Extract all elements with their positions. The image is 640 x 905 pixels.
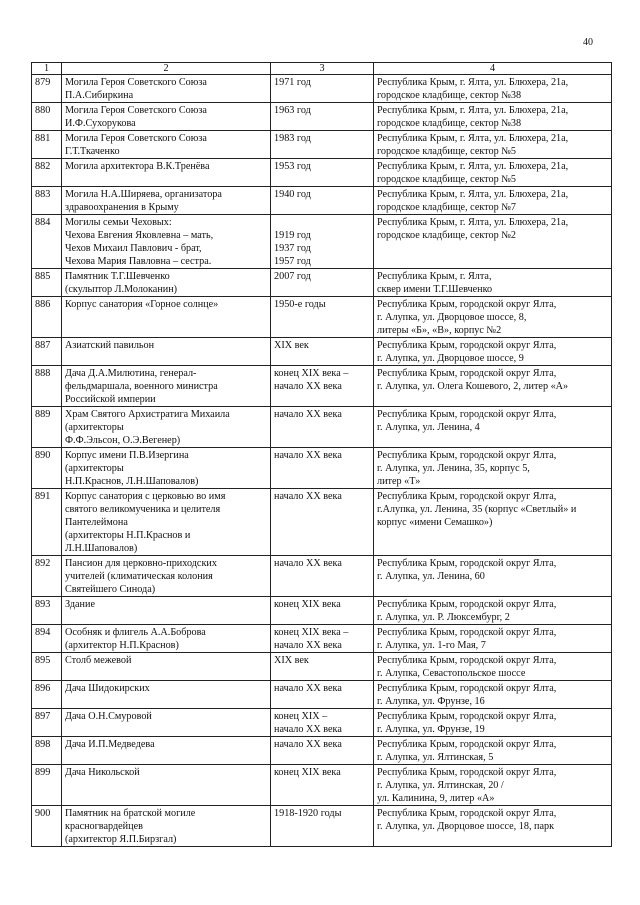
object-name-cell: Могила Героя Советского Союза И.Ф.Сухорукова <box>62 103 271 131</box>
address-cell: Республика Крым, городской округ Ялта, г.Алупка, ул. Ленина, 35 (корпус «Светлый» и корпус «имени Семашко») <box>374 489 612 556</box>
address-cell: Республика Крым, городской округ Ялта, г. Алупка, ул. Ленина, 60 <box>374 556 612 597</box>
row-number-cell: 897 <box>32 709 62 737</box>
address-cell: Республика Крым, г. Ялта, ул. Блюхера, 21а, городское кладбище, сектор №38 <box>374 103 612 131</box>
row-number-cell: 895 <box>32 653 62 681</box>
table-row <box>32 407 612 448</box>
row-number-cell: 884 <box>32 215 62 269</box>
date-cell: 1918-1920 годы <box>271 806 374 847</box>
date-cell: XIX век <box>271 338 374 366</box>
row-number-cell: 882 <box>32 159 62 187</box>
object-name-cell: Могила Н.А.Ширяева, организатора здравоохранения в Крыму <box>62 187 271 215</box>
row-number-cell: 883 <box>32 187 62 215</box>
address-cell: Республика Крым, г. Ялта, сквер имени Т.Г.Шевченко <box>374 269 612 297</box>
address-cell: Республика Крым, городской округ Ялта, г. Алупка, ул. Ленина, 4 <box>374 407 612 448</box>
object-name-cell: Столб межевой <box>62 653 271 681</box>
table-row <box>32 187 612 215</box>
date-cell: конец XIX века <box>271 597 374 625</box>
address-cell: Республика Крым, городской округ Ялта, г. Алупка, ул. Ялтинская, 20 / ул. Калинина, 9, литер «А» <box>374 765 612 806</box>
object-name-cell: Могила Героя Советского Союза П.А.Сибиркина <box>62 75 271 103</box>
object-name-cell: Могила Героя Советского Союза Г.Т.Ткаченко <box>62 131 271 159</box>
date-cell: начало XX века <box>271 448 374 489</box>
object-name-cell: Памятник на братской могиле красногвардейцев (архитектор Я.П.Бирзгал) <box>62 806 271 847</box>
object-name-cell: Дача Никольской <box>62 765 271 806</box>
header-cell-3: 3 <box>271 63 374 75</box>
date-cell: 1919 год 1937 год 1957 год <box>271 215 374 269</box>
object-name-cell: Особняк и флигель А.А.Боброва (архитектор Н.П.Краснов) <box>62 625 271 653</box>
table-header-row <box>32 63 612 75</box>
date-cell: 1983 год <box>271 131 374 159</box>
table-row <box>32 681 612 709</box>
table-row <box>32 338 612 366</box>
row-number-cell: 893 <box>32 597 62 625</box>
address-cell: Республика Крым, г. Ялта, ул. Блюхера, 21а, городское кладбище, сектор №2 <box>374 215 612 269</box>
date-cell: начало XX века <box>271 737 374 765</box>
table-row <box>32 625 612 653</box>
address-cell: Республика Крым, г. Ялта, ул. Блюхера, 21а, городское кладбище, сектор №5 <box>374 131 612 159</box>
row-number-cell: 890 <box>32 448 62 489</box>
address-cell: Республика Крым, городской округ Ялта, г. Алупка, ул. Фрунзе, 16 <box>374 681 612 709</box>
date-cell: 1953 год <box>271 159 374 187</box>
address-cell: Республика Крым, г. Ялта, ул. Блюхера, 21а, городское кладбище, сектор №7 <box>374 187 612 215</box>
row-number-cell: 881 <box>32 131 62 159</box>
date-cell: начало XX века <box>271 681 374 709</box>
date-cell: начало XX века <box>271 489 374 556</box>
address-cell: Республика Крым, городской округ Ялта, г. Алупка, Севастопольское шоссе <box>374 653 612 681</box>
object-name-cell: Корпус санатория с церковью во имя святого великомученика и целителя Пантелеймона (архитекторы Н.П.Краснов и Л.Н.Шаповалов) <box>62 489 271 556</box>
address-cell: Республика Крым, городской округ Ялта, г. Алупка, ул. Ленина, 35, корпус 5, литер «Т» <box>374 448 612 489</box>
row-number-cell: 887 <box>32 338 62 366</box>
table-row <box>32 131 612 159</box>
date-cell: 1950-е годы <box>271 297 374 338</box>
row-number-cell: 896 <box>32 681 62 709</box>
date-cell: начало XX века <box>271 556 374 597</box>
object-name-cell: Здание <box>62 597 271 625</box>
header-cell-2: 2 <box>62 63 271 75</box>
row-number-cell: 888 <box>32 366 62 407</box>
date-cell: 1971 год <box>271 75 374 103</box>
table-row <box>32 448 612 489</box>
object-name-cell: Дача Д.А.Милютина, генерал- фельдмаршала, военного министра Российской империи <box>62 366 271 407</box>
row-number-cell: 898 <box>32 737 62 765</box>
table-row <box>32 366 612 407</box>
table-row <box>32 653 612 681</box>
date-cell: конец XIX века – начало XX века <box>271 366 374 407</box>
address-cell: Республика Крым, городской округ Ялта, г. Алупка, ул. Дворцовое шоссе, 9 <box>374 338 612 366</box>
address-cell: Республика Крым, городской округ Ялта, г. Алупка, ул. Фрунзе, 19 <box>374 709 612 737</box>
address-cell: Республика Крым, городской округ Ялта, г. Алупка, ул. Олега Кошевого, 2, литер «А» <box>374 366 612 407</box>
table-row <box>32 806 612 847</box>
row-number-cell: 899 <box>32 765 62 806</box>
address-cell: Республика Крым, г. Ялта, ул. Блюхера, 21а, городское кладбище, сектор №38 <box>374 75 612 103</box>
object-name-cell: Храм Святого Архистратига Михаила (архитекторы Ф.Ф.Эльсон, О.Э.Вегенер) <box>62 407 271 448</box>
object-name-cell: Корпус имени П.В.Изергина (архитекторы Н.П.Краснов, Л.Н.Шаповалов) <box>62 448 271 489</box>
header-cell-4: 4 <box>374 63 612 75</box>
row-number-cell: 889 <box>32 407 62 448</box>
table-row <box>32 269 612 297</box>
row-number-cell: 880 <box>32 103 62 131</box>
address-cell: Республика Крым, городской округ Ялта, г. Алупка, ул. Р. Люксембург, 2 <box>374 597 612 625</box>
table-row <box>32 737 612 765</box>
address-cell: Республика Крым, городской округ Ялта, г. Алупка, ул. Дворцовое шоссе, 8, литеры «Б», «В», корпус №2 <box>374 297 612 338</box>
date-cell: конец XIX – начало XX века <box>271 709 374 737</box>
object-name-cell: Дача О.Н.Смуровой <box>62 709 271 737</box>
object-name-cell: Могилы семьи Чеховых: Чехова Евгения Яковлевна – мать, Чехов Михаил Павлович - брат, Чехова Мария Павловна – сестра. <box>62 215 271 269</box>
object-name-cell: Могила архитектора В.К.Тренёва <box>62 159 271 187</box>
page-number: 40 <box>583 37 593 48</box>
object-name-cell: Корпус санатория «Горное солнце» <box>62 297 271 338</box>
date-cell: начало XX века <box>271 407 374 448</box>
address-cell: Республика Крым, г. Ялта, ул. Блюхера, 21а, городское кладбище, сектор №5 <box>374 159 612 187</box>
row-number-cell: 886 <box>32 297 62 338</box>
table-row <box>32 215 612 269</box>
object-name-cell: Пансион для церковно-приходских учителей (климатическая колония Святейшего Синода) <box>62 556 271 597</box>
object-name-cell: Памятник Т.Г.Шевченко (скульптор Л.Молоканин) <box>62 269 271 297</box>
date-cell: конец XIX века <box>271 765 374 806</box>
table-row <box>32 75 612 103</box>
header-cell-1: 1 <box>32 63 62 75</box>
date-cell: 2007 год <box>271 269 374 297</box>
table-row <box>32 297 612 338</box>
row-number-cell: 891 <box>32 489 62 556</box>
row-number-cell: 892 <box>32 556 62 597</box>
address-cell: Республика Крым, городской округ Ялта, г. Алупка, ул. Дворцовое шоссе, 18, парк <box>374 806 612 847</box>
row-number-cell: 894 <box>32 625 62 653</box>
object-name-cell: Дача И.П.Медведева <box>62 737 271 765</box>
table-row <box>32 556 612 597</box>
object-name-cell: Дача Шидокирских <box>62 681 271 709</box>
object-name-cell: Азиатский павильон <box>62 338 271 366</box>
date-cell: конец XIX века – начало XX века <box>271 625 374 653</box>
table-row <box>32 597 612 625</box>
table-row <box>32 765 612 806</box>
row-number-cell: 900 <box>32 806 62 847</box>
address-cell: Республика Крым, городской округ Ялта, г. Алупка, ул. Ялтинская, 5 <box>374 737 612 765</box>
monuments-table <box>31 62 612 847</box>
table-row <box>32 103 612 131</box>
date-cell: 1940 год <box>271 187 374 215</box>
address-cell: Республика Крым, городской округ Ялта, г. Алупка, ул. 1-го Мая, 7 <box>374 625 612 653</box>
row-number-cell: 885 <box>32 269 62 297</box>
table-row <box>32 489 612 556</box>
date-cell: 1963 год <box>271 103 374 131</box>
date-cell: XIX век <box>271 653 374 681</box>
table-row <box>32 159 612 187</box>
table-row <box>32 709 612 737</box>
row-number-cell: 879 <box>32 75 62 103</box>
